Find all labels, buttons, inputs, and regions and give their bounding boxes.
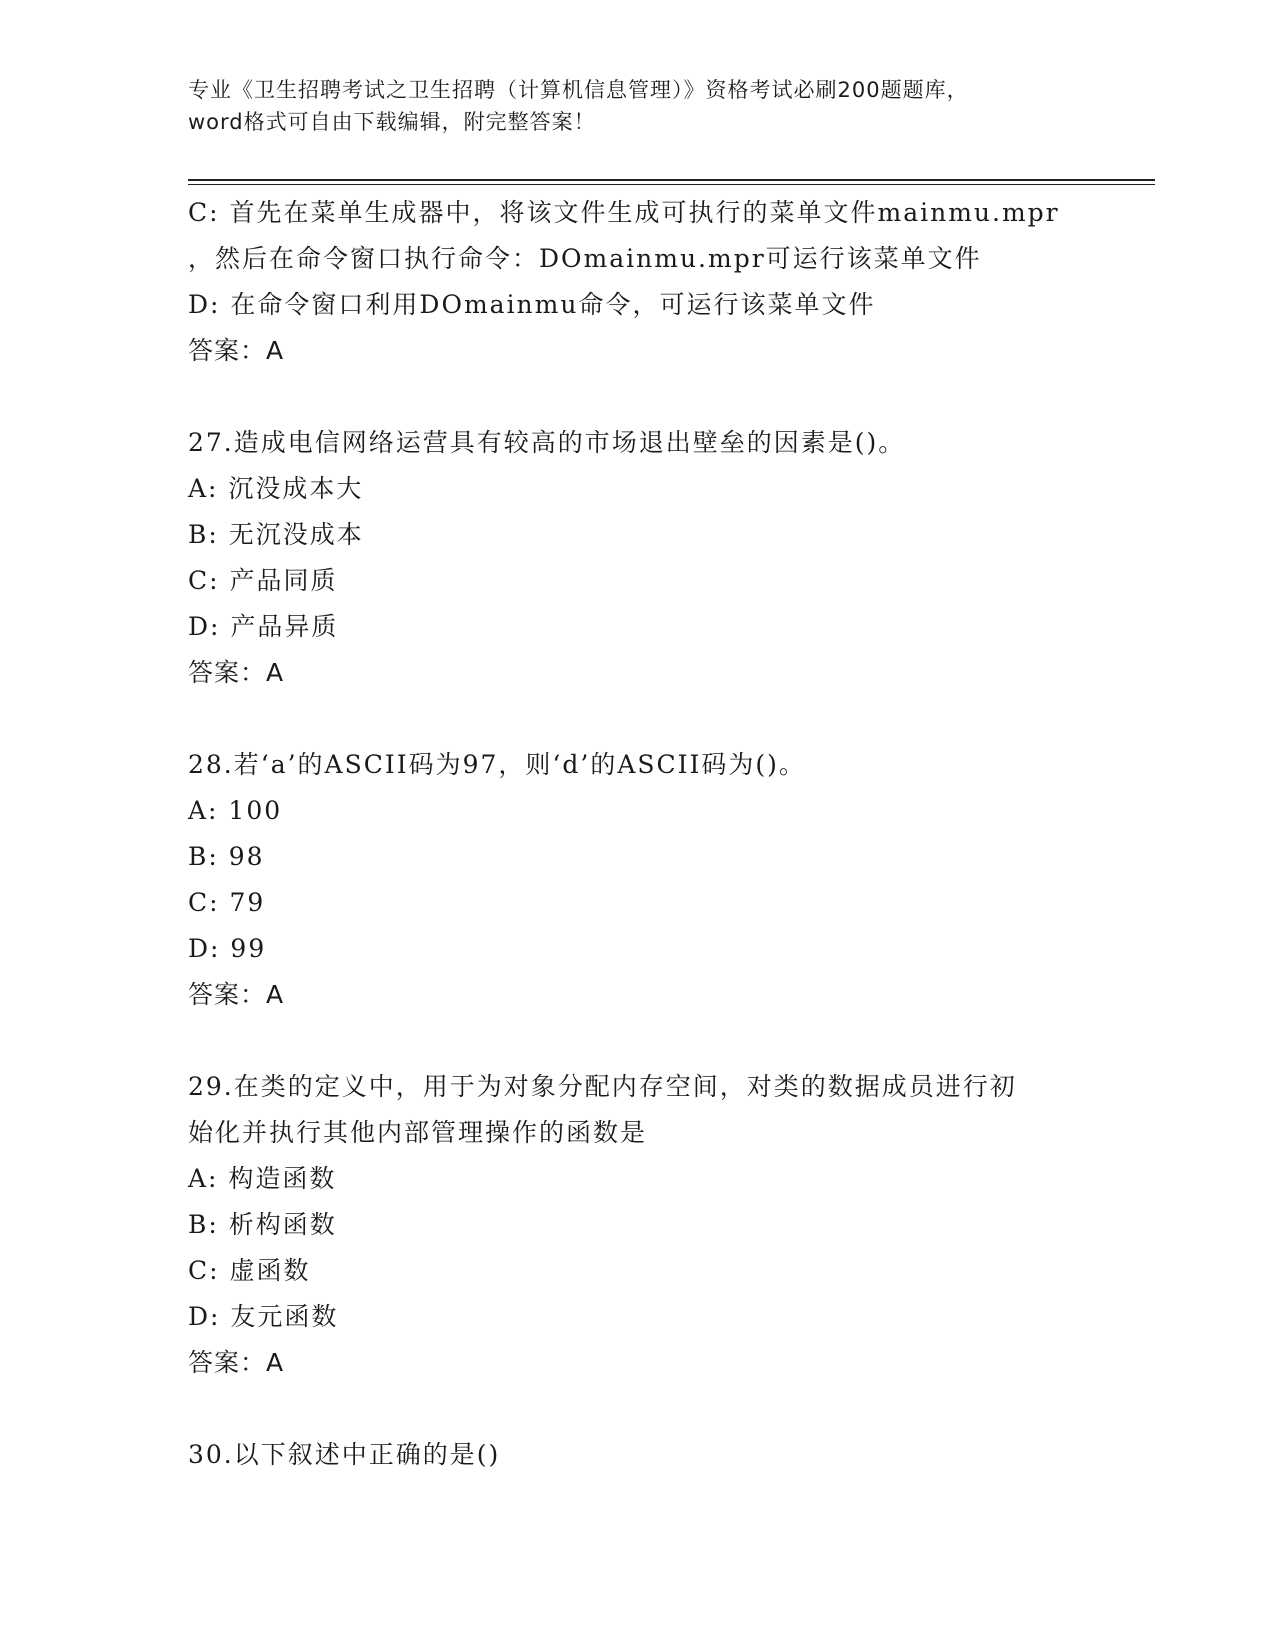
header-divider-thick bbox=[188, 179, 1155, 181]
header-title-line-1: 专业《卫生招聘考试之卫生招聘（计算机信息管理）》资格考试必刷200题题库， bbox=[188, 78, 969, 102]
spacer bbox=[188, 374, 1088, 420]
header-title-line-2: word格式可自由下载编辑，附完整答案！ bbox=[188, 110, 596, 134]
document-header bbox=[188, 74, 1088, 138]
question-content bbox=[188, 190, 1088, 1478]
option-b: B: 析构函数 bbox=[188, 1210, 337, 1239]
spacer bbox=[188, 1386, 1088, 1432]
question-28 bbox=[188, 742, 1088, 1018]
question-stem-line-2: 始化并执行其他内部管理操作的函数是 bbox=[188, 1118, 648, 1147]
option-d: D: 产品异质 bbox=[188, 612, 339, 641]
answer-line: 答案：A bbox=[188, 980, 285, 1009]
question-26-continuation bbox=[188, 190, 1088, 374]
option-d: D: 在命令窗口利用DOmainmu命令，可运行该菜单文件 bbox=[188, 290, 876, 319]
answer-line: 答案：A bbox=[188, 1348, 285, 1377]
option-b: B: 98 bbox=[188, 842, 265, 871]
option-c: C: 产品同质 bbox=[188, 566, 338, 595]
answer-line: 答案：A bbox=[188, 658, 285, 687]
option-c-line-1: C: 首先在菜单生成器中，将该文件生成可执行的菜单文件mainmu.mpr bbox=[188, 198, 1060, 227]
question-stem-line-1: 29.在类的定义中，用于为对象分配内存空间，对类的数据成员进行初 bbox=[188, 1072, 1017, 1101]
answer-line: 答案：A bbox=[188, 336, 285, 365]
option-a: A: 构造函数 bbox=[188, 1164, 337, 1193]
spacer bbox=[188, 696, 1088, 742]
spacer bbox=[188, 1018, 1088, 1064]
question-30 bbox=[188, 1432, 1088, 1478]
option-b: B: 无沉没成本 bbox=[188, 520, 364, 549]
question-27 bbox=[188, 420, 1088, 696]
option-c: C: 79 bbox=[188, 888, 266, 917]
question-stem: 28.若‘a’的ASCII码为97，则‘d’的ASCII码为()。 bbox=[188, 750, 806, 779]
option-d: D: 友元函数 bbox=[188, 1302, 339, 1331]
question-stem: 30.以下叙述中正确的是() bbox=[188, 1440, 501, 1469]
option-d: D: 99 bbox=[188, 934, 267, 963]
option-c-line-2: ，然后在命令窗口执行命令：DOmainmu.mpr可运行该菜单文件 bbox=[188, 244, 982, 273]
option-c: C: 虚函数 bbox=[188, 1256, 311, 1285]
question-29 bbox=[188, 1064, 1088, 1386]
option-a: A: 100 bbox=[188, 796, 283, 825]
question-stem: 27.造成电信网络运营具有较高的市场退出壁垒的因素是()。 bbox=[188, 428, 906, 457]
option-a: A: 沉没成本大 bbox=[188, 474, 364, 503]
header-divider-thin bbox=[188, 184, 1155, 185]
